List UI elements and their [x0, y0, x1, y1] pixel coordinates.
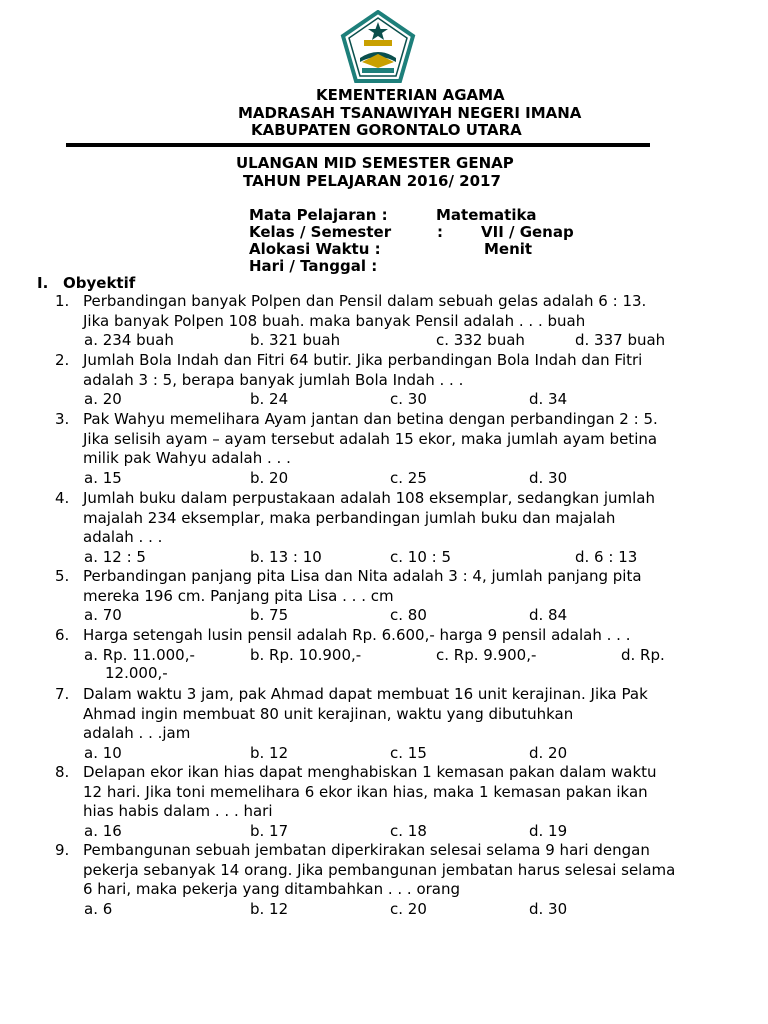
answer-option: d. 6 : 13 [575, 547, 638, 566]
answer-option: a. Rp. 11.000,- [84, 645, 195, 664]
question-text-line: hias habis dalam . . . hari [83, 802, 273, 820]
question-text-line: pekerja sebanyak 14 orang. Jika pembangunan jembatan harus selesai selama [83, 860, 676, 879]
answer-option: b. Rp. 10.900,- [250, 645, 362, 664]
answer-option: a. 6 [84, 899, 113, 918]
answer-option: c. 20 [390, 899, 427, 918]
question-number: 3. [55, 410, 70, 428]
question-text-line: Harga setengah lusin pensil adalah Rp. 6.600,- harga 9 pensil adalah . . . [83, 626, 631, 644]
kemenag-logo [340, 10, 416, 84]
answer-option: c. 10 : 5 [390, 547, 452, 566]
answer-option: a. 10 [84, 743, 122, 762]
answer-option: c. 30 [390, 390, 427, 408]
question-text-line: adalah . . .jam [83, 724, 191, 742]
time-value: Menit [484, 240, 533, 258]
answer-option: d. 20 [529, 743, 568, 762]
answer-option: d. 84 [529, 606, 568, 624]
answer-option: a. 234 buah [84, 331, 174, 349]
answer-option: b. 321 buah [250, 331, 341, 349]
answer-option: b. 75 [250, 606, 289, 624]
question-number: 4. [55, 489, 70, 507]
answer-option: d. 30 [529, 899, 568, 918]
answer-option: c. 332 buah [436, 331, 525, 349]
answer-option: a. 15 [84, 468, 122, 487]
question-number: 1. [55, 292, 70, 310]
answer-option: d. 19 [529, 821, 568, 840]
exam-title: ULANGAN MID SEMESTER GENAP [236, 154, 514, 172]
question-number: 2. [55, 351, 70, 369]
answer-option: d. Rp. [621, 645, 665, 664]
school-name: MADRASAH TSANAWIYAH NEGERI IMANA [238, 104, 582, 122]
answer-option: c. 15 [390, 743, 427, 762]
date-label: Hari / Tanggal : [249, 257, 378, 275]
question-text-line: Jumlah Bola Indah dan Fitri 64 butir. Jika perbandingan Bola Indah dan Fitri [83, 351, 643, 369]
question-text-line: Pembangunan sebuah jembatan diperkirakan selesai selama 9 hari dengan [83, 841, 650, 859]
answer-option: a. 12 : 5 [84, 547, 146, 566]
question-text-line: Delapan ekor ikan hias dapat menghabiskan 1 kemasan pakan dalam waktu [83, 763, 657, 781]
answer-option: c. 18 [390, 821, 427, 840]
question-text-line: Perbandingan banyak Polpen dan Pensil dalam sebuah gelas adalah 6 : 13. [83, 292, 647, 310]
answer-option: b. 12 [250, 899, 289, 918]
question-text-line: milik pak Wahyu adalah . . . [83, 449, 291, 467]
ministry-name: KEMENTERIAN AGAMA [316, 86, 505, 104]
question-text-line: Pak Wahyu memelihara Ayam jantan dan betina dengan perbandingan 2 : 5. [83, 410, 658, 428]
academic-year: TAHUN PELAJARAN 2016/ 2017 [243, 172, 501, 190]
question-number: 5. [55, 567, 70, 585]
subject-label: Mata Pelajaran : [249, 206, 388, 224]
answer-option: b. 12 [250, 743, 289, 762]
answer-option: b. 20 [250, 468, 289, 487]
class-colon: : [437, 223, 443, 241]
subject-value: Matematika [436, 206, 537, 224]
question-number: 7. [55, 685, 70, 703]
time-label: Alokasi Waktu : [249, 240, 381, 258]
question-text-line: 12 hari. Jika toni memelihara 6 ekor ikan hias, maka 1 kemasan pakan ikan [83, 782, 648, 801]
answer-option: d. 34 [529, 390, 568, 408]
answer-option: b. 17 [250, 821, 289, 840]
question-text-line: majalah 234 eksemplar, maka perbandingan jumlah buku dan majalah [83, 508, 616, 527]
answer-option: c. 25 [390, 468, 427, 487]
question-text-line: mereka 196 cm. Panjang pita Lisa . . . cm [83, 586, 394, 605]
answer-option: c. Rp. 9.900,- [436, 645, 537, 664]
question-number: 8. [55, 763, 70, 781]
section-roman: I. [37, 274, 49, 292]
question-number: 9. [55, 841, 70, 859]
answer-option-wrap: 12.000,- [105, 663, 168, 682]
answer-option: a. 16 [84, 821, 122, 840]
class-label: Kelas / Semester [249, 223, 392, 241]
answer-option: a. 70 [84, 606, 122, 624]
question-text-line: Jumlah buku dalam perpustakaan adalah 108 eksemplar, sedangkan jumlah [83, 489, 655, 507]
question-text-line: Ahmad ingin membuat 80 unit kerajinan, waktu yang dibutuhkan [83, 704, 574, 723]
answer-option: a. 20 [84, 390, 122, 408]
section-title: Obyektif [63, 274, 136, 292]
answer-option: b. 24 [250, 390, 289, 408]
regency-name: KABUPATEN GORONTALO UTARA [251, 121, 522, 139]
question-text-line: 6 hari, maka pekerja yang ditambahkan . . . orang [83, 880, 461, 898]
question-text-line: Dalam waktu 3 jam, pak Ahmad dapat membuat 16 unit kerajinan. Jika Pak [83, 685, 648, 703]
header-divider [66, 143, 650, 147]
class-value: VII / Genap [481, 223, 574, 241]
answer-option: c. 80 [390, 606, 427, 624]
answer-option: b. 13 : 10 [250, 547, 322, 566]
question-text-line: Jika banyak Polpen 108 buah. maka banyak Pensil adalah . . . buah [83, 311, 586, 330]
answer-option: d. 30 [529, 468, 568, 487]
question-number: 6. [55, 626, 70, 644]
answer-option: d. 337 buah [575, 331, 666, 349]
question-text-line: adalah 3 : 5, berapa banyak jumlah Bola Indah . . . [83, 370, 464, 389]
question-text-line: adalah . . . [83, 528, 163, 546]
question-text-line: Jika selisih ayam – ayam tersebut adalah 15 ekor, maka jumlah ayam betina [83, 429, 658, 448]
question-text-line: Perbandingan panjang pita Lisa dan Nita adalah 3 : 4, jumlah panjang pita [83, 567, 642, 585]
